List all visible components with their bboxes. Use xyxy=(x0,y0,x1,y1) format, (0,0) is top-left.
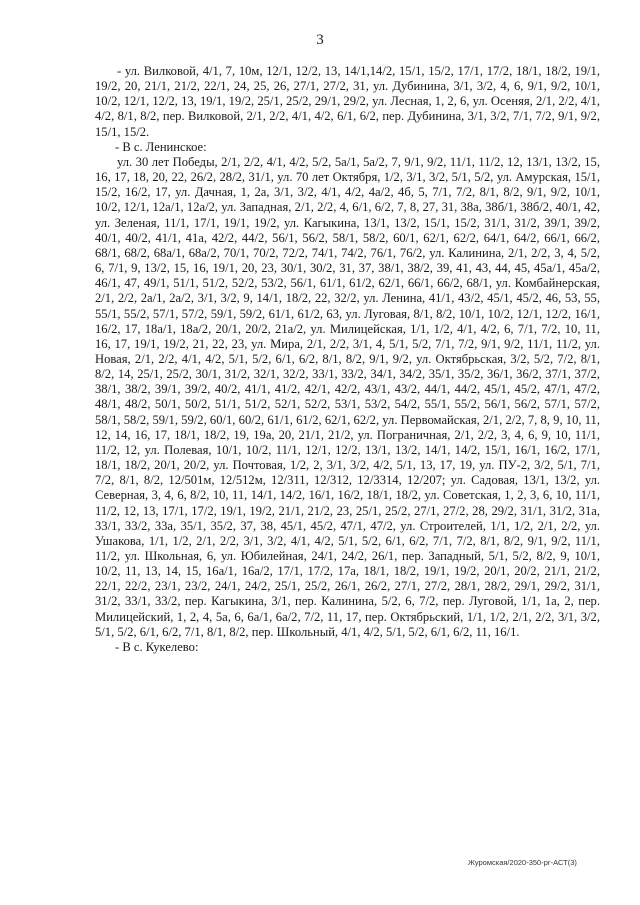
document-body xyxy=(95,64,600,655)
section-heading-leninskoe: - В с. Ленинское: xyxy=(115,139,207,154)
section-heading-kukelevo: - В с. Кукелево: xyxy=(115,639,199,654)
address-paragraph-streets: - ул. Вилковой, 4/1, 7, 10м, 12/1, 12/2, 13, 14/1,14/2, 15/1, 15/2, 17/1, 17/2, 18/1, 18/2, 19/1, 19/2, 20, 21/1, 21/2, 22/1, 24, 25, 26, 27/1, 27/2, 31, ул. Дубинина, 3/1, 3/2, 4, 6, 9/1, 9/2, 10/1, 10/2, 12/1, 12/2, 13, 19/1, 19/2, 25/1, 25/2, 29/1, 29/2, ул. Лесная, 1, 2, 6, ул. Осеняя, 2/1, 2/2, 4/1, 4/2, 8/1, 8/2, пер. Вилковой, 2/1, 2/2, 4/1, 4/2, 6/1, 6/2, пер. Дубинина, 3/1, 3/2, 7/1, 7/2, 9/1, 9/2, 15/1, 15/2. xyxy=(95,64,600,139)
address-paragraph-leninskoe: ул. 30 лет Победы, 2/1, 2/2, 4/1, 4/2, 5/2, 5а/1, 5а/2, 7, 9/1, 9/2, 11/1, 11/2, 12, 13/1, 13/2, 15, 16, 17, 18, 20, 22, 26/2, 28/2, 31/1, ул. 70 лет Октября, 1/2, 3/1, 3/2, 5/1, 5/2, ул. Амурская, 15/1, 15/2, 16/2, 17, ул. Дачная, 1, 2а, 3/1, 3/2, 4/1, 4/2, 4а/2, 4б, 5, 7/1, 7/2, 8/1, 8/2, 9/1, 9/2, 10/1, 10/2, 12/1, 12а/1, 12а/2, ул. Западная, 2/1, 2/2, 4, 6/1, 6/2, 7, 8, 27, 31, 38а, 38б/1, 38б/2, 40/1, 42, ул. Зеленая, 11/1, 17/1, 19/1, 19/2, ул. Кагыкина, 13/1, 13/2, 15/1, 15/2, 31/1, 31/2, 39/1, 39/2, 40/1, 40/2, 41/1, 41а, 42/2, 44/2, 56/1, 56/2, 58/1, 58/2, 60/1, 62/1, 62/2, 64/1, 64/2, 66/1, 66/2, 68/1, 68/2, 68а/1, 68а/2, 70/1, 70/2, 72/2, 74/1, 74/2, 76/1, 76/2, ул. Калинина, 2/1, 2/2, 3, 4, 5/2, 6, 7/1, 9, 13/2, 15, 16, 19/1, 20, 23, 30/1, 30/2, 31, 37, 38/1, 38/2, 39, 41, 43, 44, 45, 45а/1, 45а/2, 46/1, 47, 49/1, 51/1, 51/2, 52/2, 53/2, 56/1, 61/1, 61/2, 62/1, 66/1, 66/2, 68/1, ул. Комбайнерская, 2/1, 2/2, 2а/1, 2а/2, 3/1, 3/2, 9, 14/1, 18/2, 22, 32/2, ул. Ленина, 41/1, 43/2, 45/1, 45/2, 46, 53, 55, 55/1, 55/2, 57/1, 57/2, 59/1, 59/2, 61/1, 61/2, 63, ул. Луговая, 8/1, 8/2, 10/1, 10/2, 12/1, 12/2, 16/1, 16/2, 17, 18а/1, 18а/2, 20/1, 20/2, 21а/2, ул. Милицейская, 1/1, 1/2, 4/1, 4/2, 6, 7/1, 7/2, 10, 11, 16, 17, 19/1, 19/2, 21, 22, 23, ул. Мира, 2/1, 2/2, 3/1, 4, 5/1, 5/2, 7/1, 7/2, 9/1, 9/2, 11/1, 11/2, ул. Новая, 2/1, 2/2, 4/1, 4/2, 5/1, 5/2, 6/1, 6/2, 8/1, 8/2, 9/1, 9/2, ул. Октябрьская, 3/2, 5/2, 7/2, 8/1, 8/2, 14, 25/1, 25/2, 30/1, 31/2, 32/1, 32/2, 33/1, 33/2, 34/1, 34/2, 35/1, 35/2, 36/1, 36/2, 37/1, 37/2, 38/1, 38/2, 39/1, 39/2, 40/2, 41/1, 41/2, 42/1, 42/2, 43/1, 43/2, 44/1, 44/2, 45/1, 45/2, 47/1, 47/2, 48/1, 48/2, 50/1, 50/2, 51/1, 51/2, 52/1, 52/2, 53/1, 53/2, 54/2, 55/1, 55/2, 56/1, 56/2, 57/1, 57/2, 58/1, 58/2, 59/1, 59/2, 60/1, 60/2, 61/1, 61/2, 62/1, 62/2, ул. Первомайская, 2/1, 2/2, 7, 8, 9, 10, 11, 12, 14, 16, 17, 18/1, 18/2, 19, 19а, 20, 21/1, 21/2, ул. Пограничная, 2/1, 2/2, 3, 4, 6, 9, 10, 11/1, 11/2, 12, ул. Полевая, 10/1, 10/2, 11/1, 12/1, 12/2, 13/1, 13/2, 14/1, 14/2, 15/1, 16/1, 16/2, 17/1, 18/1, 18/2, 20/1, 20/2, ул. Почтовая, 1/2, 2, 3/1, 3/2, 4/2, 5/1, 13, 17, 19, ул. ПУ-2, 3/2, 5/1, 7/1, 7/2, 8/1, 8/2, 12/501м, 12/512м, 12/311, 12/312, 12/3314, 12/207; ул. Садовая, 13/1, 13/2, ул. Северная, 3, 4, 6, 8/2, 10, 11, 14/1, 14/2, 16/1, 16/2, 18/1, 18/2, ул. Советская, 1, 2, 3, 6, 10, 11/1, 11/2, 12, 13, 17/1, 17/2, 19/1, 19/2, 21/1, 21/2, 23, 25/1, 25/2, 27/1, 27/2, 28, 29/2, 31/1, 31/2, 31а, 33/1, 33/2, 33а, 35/1, 35/2, 37, 38, 45/1, 45/2, 47/1, 47/2, ул. Строителей, 1/1, 1/2, 2/1, 2/2, ул. Ушакова, 1/1, 1/2, 2/1, 2/2, 3/1, 3/2, 4/1, 4/2, 5/1, 5/2, 6/1, 6/2, 7/1, 7/2, 8/1, 8/2, 9/1, 9/2, 11/1, 11/2, ул. Школьная, 6, ул. Юбилейная, 24/1, 24/2, 26/1, пер. Западный, 5/1, 5/2, 8/2, 9, 10/1, 10/2, 11, 13, 14, 15, 16а/1, 16а/2, 17/1, 17/2, 17а, 18/1, 18/2, 19/1, 19/2, 20/1, 20/2, 21/1, 21/2, 22/1, 22/2, 23/1, 23/2, 24/1, 24/2, 25/1, 25/2, 26/1, 26/2, 27/1, 27/2, 28/1, 28/2, 29/1, 29/2, 31/1, 31/2, 33/1, 33/2, пер. Кагыкина, 3/1, пер. Калинина, 5/2, 6, 7/2, пер. Луговой, 1/1, 1а, 2, пер. Милицейский, 1, 2, 4, 5а, 6, 6а/1, 6а/2, 7/2, 11, 17, пер. Октябрьский, 1/1, 1/2, 2/1, 2/2, 3/1, 3/2, 5/1, 5/2, 6/1, 6/2, 7/1, 8/1, 8/2, пер. Школьный, 4/1, 4/2, 5/1, 5/2, 6/1, 6/2, 11, 16/1. xyxy=(95,154,600,639)
footer-document-code: Журомская/2020-350-рг-АСТ(3) xyxy=(468,858,577,867)
page-number: 3 xyxy=(316,32,324,48)
